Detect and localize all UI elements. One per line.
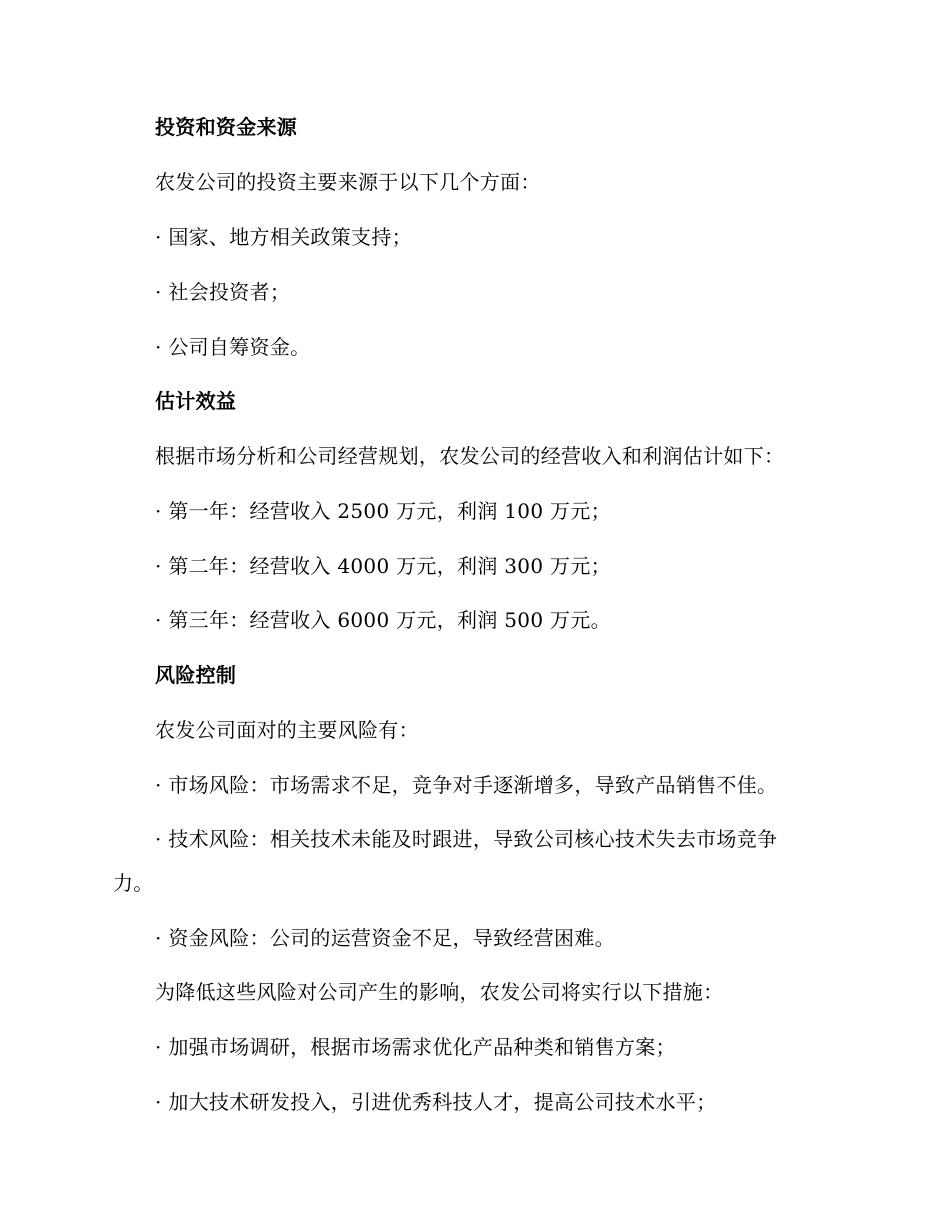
heading-benefits: 估计效益 (155, 389, 237, 413)
list-item: · 第二年：经营收入 4000 万元，利润 300 万元； (155, 554, 611, 578)
list-item: · 资金风险：公司的运营资金不足，导致经营困难。 (155, 926, 615, 950)
list-item: · 加强市场调研，根据市场需求优化产品种类和销售方案； (155, 1035, 676, 1059)
paragraph-risk-intro: 农发公司面对的主要风险有： (155, 718, 419, 742)
list-item: · 国家、地方相关政策支持； (155, 225, 412, 249)
list-item: · 加大技术研发投入，引进优秀科技人才，提高公司技术水平； (155, 1090, 717, 1114)
paragraph-benefits-intro: 根据市场分析和公司经营规划，农发公司的经营收入和利润估计如下： (155, 444, 785, 468)
paragraph-investment-intro: 农发公司的投资主要来源于以下几个方面： (155, 170, 541, 194)
paragraph-measures-intro: 为降低这些风险对公司产生的影响，农发公司将实行以下措施： (155, 980, 724, 1004)
list-item: · 第一年：经营收入 2500 万元，利润 100 万元； (155, 499, 611, 523)
heading-risk: 风险控制 (155, 663, 237, 687)
list-item: · 市场风险：市场需求不足，竞争对手逐渐增多，导致产品销售不佳。 (155, 773, 778, 797)
list-item: · 第三年：经营收入 6000 万元，利润 500 万元。 (155, 608, 611, 632)
list-item-continuation: 力。 (113, 871, 154, 895)
list-item: · 公司自筹资金。 (155, 335, 311, 359)
list-item: · 社会投资者； (155, 280, 291, 304)
list-item: · 技术风险：相关技术未能及时跟进，导致公司核心技术失去市场竞争 (155, 827, 778, 851)
heading-investment: 投资和资金来源 (155, 115, 298, 139)
